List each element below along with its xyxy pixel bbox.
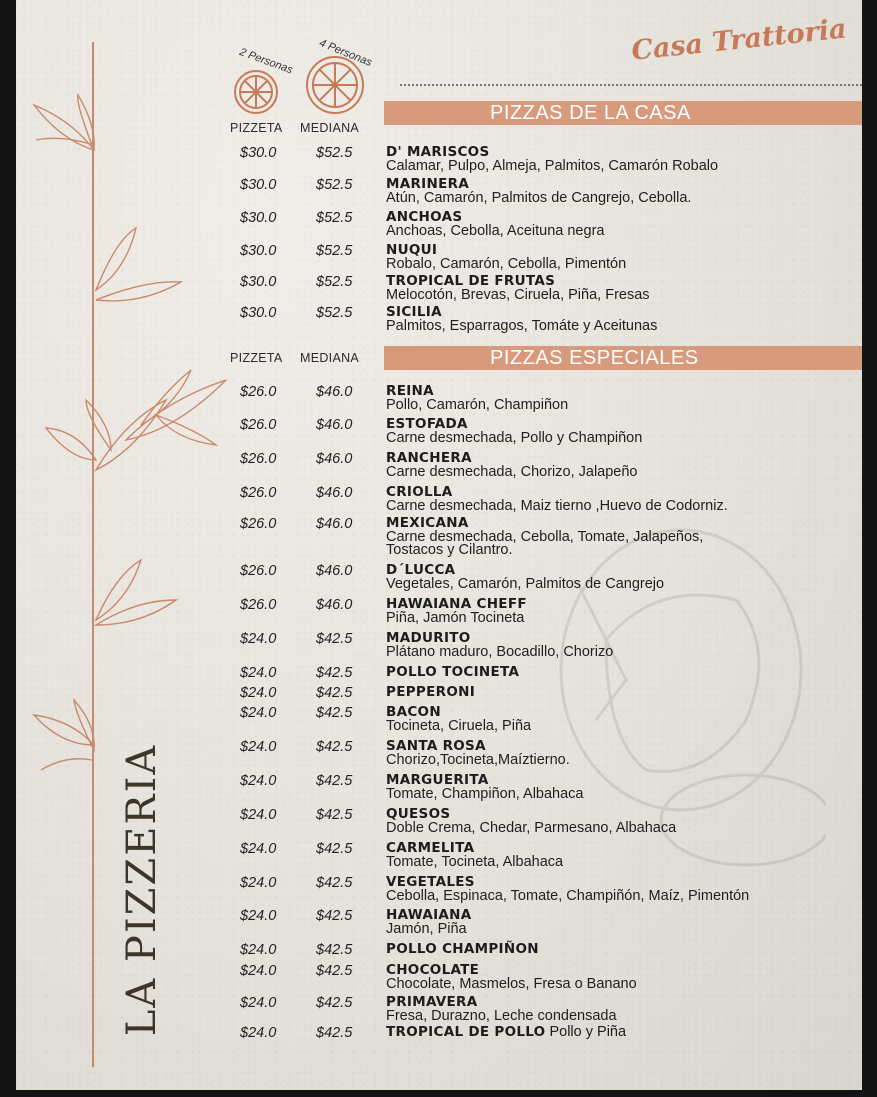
pizza-ingredients: Carne desmechada, Cebolla, Tomate, Jalapeños, [386, 529, 704, 545]
price-mediana: $46.0 [316, 384, 353, 400]
price-pizzeta: $24.0 [240, 685, 277, 701]
pizza-ingredients: Atún, Camarón, Palmitos de Cangrejo, Cebolla. [386, 190, 692, 206]
price-pizzeta: $30.0 [240, 145, 277, 161]
pizza-ingredients: Chorizo,Tocineta,Maíztierno. [386, 752, 570, 768]
menu-paper [16, 0, 862, 1090]
price-pizzeta: $26.0 [240, 451, 277, 467]
price-pizzeta: $24.0 [240, 875, 277, 891]
dotted-divider [400, 84, 862, 86]
price-mediana: $42.5 [316, 773, 353, 789]
pizza-ingredients: Tostacos y Cilantro. [386, 542, 513, 558]
pizza-ingredients: Anchoas, Cebolla, Aceituna negra [386, 223, 605, 239]
column-header-pizzeta: PIZZETA [230, 121, 283, 135]
price-pizzeta: $26.0 [240, 597, 277, 613]
pizza-name-text: MARINERA [386, 176, 470, 192]
price-mediana: $46.0 [316, 597, 353, 613]
pizza-ingredients: Vegetales, Camarón, Palmitos de Cangrejo [386, 576, 665, 592]
pizza-name-text: QUESOS [386, 806, 451, 822]
price-pizzeta: $24.0 [240, 665, 277, 681]
price-mediana: $42.5 [316, 665, 353, 681]
price-mediana: $46.0 [316, 516, 353, 532]
price-mediana: $46.0 [316, 485, 353, 501]
price-pizzeta: $24.0 [240, 963, 277, 979]
pizza-ingredients: Carne desmechada, Pollo y Champiñon [386, 430, 643, 446]
price-mediana: $46.0 [316, 417, 353, 433]
pizza-ingredients: Fresa, Durazno, Leche condensada [386, 1008, 617, 1024]
pizza-name-text: POLLO CHAMPIÑON [386, 941, 539, 957]
pizza-ingredients: Tomate, Champiñon, Albahaca [386, 786, 584, 802]
price-pizzeta: $30.0 [240, 305, 277, 321]
price-pizzeta: $24.0 [240, 739, 277, 755]
price-pizzeta: $24.0 [240, 807, 277, 823]
section-banner: PIZZAS ESPECIALES [384, 346, 862, 370]
price-mediana: $52.5 [316, 243, 353, 259]
price-pizzeta: $24.0 [240, 773, 277, 789]
pizza-ingredients: Carne desmechada, Maiz tierno ,Huevo de Codorniz. [386, 498, 728, 514]
size-large-label: 4 Personas [317, 37, 374, 69]
price-pizzeta: $30.0 [240, 274, 277, 290]
pizza-ingredients: Doble Crema, Chedar, Parmesano, Albahaca [386, 820, 677, 836]
price-mediana: $42.5 [316, 631, 353, 647]
price-mediana: $52.5 [316, 305, 353, 321]
price-mediana: $42.5 [316, 1025, 353, 1041]
price-mediana: $42.5 [316, 739, 353, 755]
pizza-name-text: CHOCOLATE [386, 962, 480, 978]
price-mediana: $46.0 [316, 451, 353, 467]
pizza-name-text: TROPICAL DE FRUTAS [386, 273, 556, 289]
pizza-name-text: PEPPERONI [386, 684, 476, 700]
pizza-small-icon [232, 68, 280, 116]
price-pizzeta: $24.0 [240, 841, 277, 857]
pizza-ingredients: Plátano maduro, Bocadillo, Chorizo [386, 644, 614, 660]
price-mediana: $42.5 [316, 963, 353, 979]
pizza-name-text: SICILIA [386, 304, 442, 320]
pizza-ingredients: Calamar, Pulpo, Almeja, Palmitos, Camarón Robalo [386, 158, 719, 174]
price-mediana: $52.5 [316, 145, 353, 161]
brand-name: Casa Trattoria [630, 13, 848, 67]
price-pizzeta: $24.0 [240, 1025, 277, 1041]
pizza-ingredients: Carne desmechada, Chorizo, Jalapeño [386, 464, 638, 480]
price-mediana: $52.5 [316, 274, 353, 290]
pizza-name-text: CARMELITA [386, 840, 475, 856]
pizza-ingredients: Piña, Jamón Tocineta [386, 610, 525, 626]
logo-vertical [118, 730, 166, 1050]
pizza-name-text: RANCHERA [386, 450, 472, 466]
pizza-ingredients: Pollo, Camarón, Champiñon [386, 397, 569, 413]
pizza-ingredients: Melocotón, Brevas, Ciruela, Piña, Fresas [386, 287, 650, 303]
pizza-name-text: SANTA ROSA [386, 738, 486, 754]
pizza-name [386, 684, 475, 700]
price-pizzeta: $26.0 [240, 485, 277, 501]
price-mediana: $42.5 [316, 841, 353, 857]
column-header-mediana: MEDIANA [300, 121, 360, 135]
pizza-name [386, 941, 539, 957]
column-header-pizzeta: PIZZETA [230, 351, 283, 365]
pizza-ingredients: Pollo y Piña [549, 1024, 627, 1040]
pizza-name-text: HAWAIANA CHEFF [386, 596, 527, 612]
logo-text: LA PIZZERIA [119, 743, 165, 1037]
price-mediana: $42.5 [316, 875, 353, 891]
pizza-ingredients: Jamón, Piña [386, 921, 467, 937]
price-pizzeta: $24.0 [240, 995, 277, 1011]
pizza-ingredients: Chocolate, Masmelos, Fresa o Banano [386, 976, 637, 992]
price-pizzeta: $26.0 [240, 563, 277, 579]
price-mediana: $42.5 [316, 942, 353, 958]
pizza-name-text: D´LUCCA [386, 562, 456, 578]
pizza-name-text: BACON [386, 704, 441, 720]
section-banner: PIZZAS DE LA CASA [384, 101, 862, 125]
pizza-ingredients: Palmitos, Esparragos, Tomáte y Aceitunas [386, 318, 658, 334]
price-pizzeta: $24.0 [240, 942, 277, 958]
pizza-name-text: CRIOLLA [386, 484, 453, 500]
pizza-name-text: ANCHOAS [386, 209, 463, 225]
pizza-name-text: VEGETALES [386, 874, 475, 890]
price-pizzeta: $30.0 [240, 210, 277, 226]
price-pizzeta: $26.0 [240, 384, 277, 400]
pizza-name-text: TROPICAL DE POLLO [386, 1024, 546, 1040]
price-pizzeta: $26.0 [240, 417, 277, 433]
price-pizzeta: $24.0 [240, 631, 277, 647]
pizza-name-text: NUQUI [386, 242, 438, 258]
pizza-name-text: MEXICANA [386, 515, 469, 531]
price-mediana: $52.5 [316, 177, 353, 193]
pizza-name [386, 664, 519, 680]
price-pizzeta: $24.0 [240, 908, 277, 924]
price-mediana: $46.0 [316, 563, 353, 579]
pizza-ingredients: Cebolla, Espinaca, Tomate, Champiñón, Maíz, Pimentón [386, 888, 750, 904]
pizza-name-text: D' MARISCOS [386, 144, 490, 160]
pizza-name-text: ESTOFADA [386, 416, 468, 432]
price-pizzeta: $30.0 [240, 177, 277, 193]
pizza-name-text: REINA [386, 383, 434, 399]
pizza-name [386, 1024, 626, 1040]
price-pizzeta: $24.0 [240, 705, 277, 721]
pizza-ingredients: Tocineta, Ciruela, Piña [386, 718, 532, 734]
price-mediana: $42.5 [316, 807, 353, 823]
pizza-name-text: HAWAIANA [386, 907, 472, 923]
price-mediana: $42.5 [316, 685, 353, 701]
pizza-name-text: MARGUERITA [386, 772, 489, 788]
price-pizzeta: $30.0 [240, 243, 277, 259]
price-mediana: $52.5 [316, 210, 353, 226]
column-header-mediana: MEDIANA [300, 351, 360, 365]
pizza-name-text: POLLO TOCINETA [386, 664, 520, 680]
size-small-label: 2 Personas [237, 46, 295, 77]
price-mediana: $42.5 [316, 995, 353, 1011]
pizza-ingredients: Tomate, Tocineta, Albahaca [386, 854, 564, 870]
pizza-name-text: MADURITO [386, 630, 471, 646]
price-mediana: $42.5 [316, 705, 353, 721]
pizza-name-text: PRIMAVERA [386, 994, 478, 1010]
price-mediana: $42.5 [316, 908, 353, 924]
pizza-ingredients: Robalo, Camarón, Cebolla, Pimentón [386, 256, 627, 272]
price-pizzeta: $26.0 [240, 516, 277, 532]
